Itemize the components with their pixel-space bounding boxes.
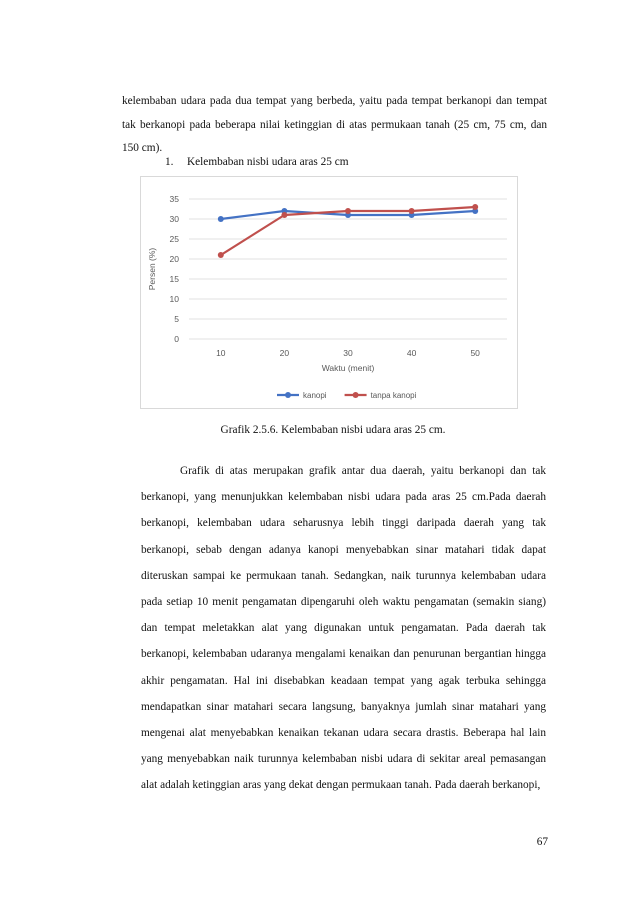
legend-label: kanopi bbox=[303, 391, 327, 400]
legend-item bbox=[345, 391, 417, 400]
y-axis-label: Persen (%) bbox=[147, 247, 157, 291]
data-point bbox=[218, 216, 224, 222]
data-point bbox=[281, 212, 287, 218]
data-point bbox=[345, 208, 351, 214]
y-tick-label: 0 bbox=[174, 334, 179, 344]
chart-legend bbox=[277, 391, 417, 400]
y-tick-label: 10 bbox=[169, 294, 179, 304]
data-point bbox=[218, 252, 224, 258]
y-tick-label: 20 bbox=[169, 254, 179, 264]
body-paragraph: Grafik di atas merupakan grafik antar dua daerah, yaitu berkanopi dan tak berkanopi, yang menunjukkan kelembaban nisbi udara pada aras 25 cm.Pada daerah berkanopi, kelembaban udara seharusnya lebih tinggi daripada daerah yang tak berkanopi, sebab dengan adanya kanopi menyebabkan sinar matahari tidak dapat diteruskan sampai ke permukaan tanah. Sedangkan, naik turunnya kelembaban udara pada setiap 10 menit pengamatan dipengaruhi oleh waktu pengamatan (semakin siang) dan tempat meletakkan alat yang digunakan untuk pengamatan. Pada daerah tak berkanopi, kelembaban udaranya mengalami kenaikan dan penurunan bergantian hingga akhir pengamatan. Hal ini disebabkan keadaan tempat yang agak terbuka sehingga mendapatkan sinar matahari secara langsung, banyaknya jumlah sinar matahari yang mengenai alat menyebabkan kenaikan tekanan udara secara drastis. Beberapa hal lain yang menyebabkan naik turunnya kelembaban nisbi udara di sekitar areal pemasangan alat adalah ketinggian aras yang dekat dengan permukaan tanah. Pada daerah berkanopi, bbox=[141, 465, 546, 792]
y-tick-label: 30 bbox=[169, 214, 179, 224]
humidity-chart bbox=[140, 176, 518, 409]
x-tick-label: 30 bbox=[343, 348, 353, 358]
legend-swatch-marker bbox=[285, 392, 291, 398]
legend-swatch-marker bbox=[353, 392, 359, 398]
legend-label: tanpa kanopi bbox=[370, 391, 417, 400]
chart-series bbox=[218, 204, 478, 258]
list-item-number: 1. bbox=[165, 156, 174, 168]
figure-caption bbox=[0, 422, 638, 438]
data-point bbox=[472, 204, 478, 210]
page-number: 67 bbox=[536, 836, 548, 848]
data-point bbox=[409, 208, 415, 214]
intro-paragraph: kelembaban udara pada dua tempat yang berbeda, yaitu pada tempat berkanopi dan tempat tak berkanopi pada beberapa nilai ketinggian di atas permukaan tanah (25 cm, 75 cm, dan 150 cm). bbox=[122, 95, 547, 154]
y-tick-label: 15 bbox=[169, 274, 179, 284]
x-tick-label: 40 bbox=[406, 348, 417, 358]
chart-gridlines bbox=[189, 199, 507, 339]
list-item-heading bbox=[165, 153, 349, 171]
chart-svg bbox=[141, 177, 517, 408]
figure-caption-text: Grafik 2.5.6. Kelembaban nisbi udara aras 25 cm. bbox=[220, 424, 446, 436]
y-tick-label: 35 bbox=[169, 194, 179, 204]
x-tick-label: 10 bbox=[216, 348, 226, 358]
y-tick-label: 25 bbox=[169, 234, 179, 244]
y-tick-label: 5 bbox=[174, 314, 179, 324]
list-item-text: Kelembaban nisbi udara aras 25 cm bbox=[187, 156, 349, 168]
y-axis-ticks bbox=[170, 194, 180, 344]
x-tick-label: 20 bbox=[279, 348, 290, 358]
x-tick-label: 50 bbox=[470, 348, 480, 358]
legend-item bbox=[277, 391, 327, 400]
x-axis-ticks bbox=[216, 348, 480, 358]
x-axis-label: Waktu (menit) bbox=[321, 363, 375, 373]
series-tanpa-kanopi bbox=[218, 204, 478, 258]
